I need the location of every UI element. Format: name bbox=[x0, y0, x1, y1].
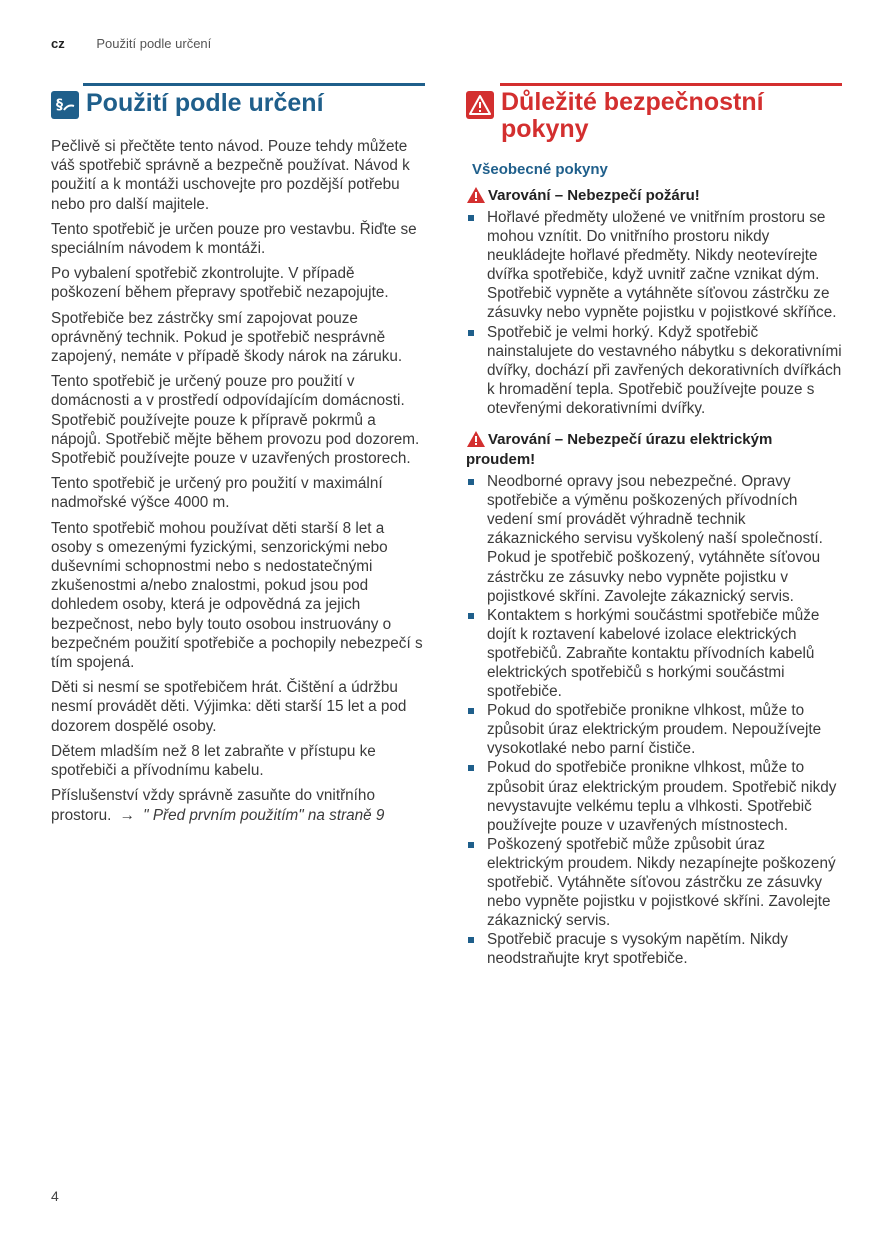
paragraph: Po vybalení spotřebič zkontrolujte. V případě poškození během přepravy spotřebič nezapojujte. bbox=[51, 265, 389, 302]
intended-use-heading bbox=[51, 89, 425, 119]
paragraph: Děti si nesmí se spotřebičem hrát. Čištění a údržbu nesmí provádět děti. Výjimka: děti starší 15 let a pod dozorem dospělé osoby. bbox=[51, 679, 407, 735]
electric-shock-warning bbox=[466, 430, 842, 470]
svg-text:§: § bbox=[56, 97, 63, 113]
bullet-icon bbox=[468, 613, 474, 619]
warning-triangle-icon bbox=[466, 430, 486, 448]
accessories-paragraph bbox=[51, 786, 425, 824]
list-item: Neodborné opravy jsou nebezpečné. Opravy spotřebiče a výměnu poškozených přívodních vedení smí provádět výhradně technik zákaznického servisu vyškolený naší společností. Pokud je spotřebič poškozený, vytáhněte síťovou zástrčku ze zásuvky nebo vypněte pojistku v pojistkové skříni. Zavolejte zákaznický servis. bbox=[466, 472, 842, 606]
list-item: Kontaktem s horkými součástmi spotřebiče může dojít k roztavení kabelové izolace elektrických spotřebičů. Zabraňte kontaktu přívodních kabelů elektrických spotřebičů s horkými součástmi spotřebiče. bbox=[466, 606, 842, 701]
list-item: Spotřebič pracuje s vysokým napětím. Nikdy neodstraňujte kryt spotřebiče. bbox=[466, 930, 842, 968]
page-number: 4 bbox=[51, 1188, 59, 1204]
paragraph: Tento spotřebič mohou používat děti starší 8 let a osoby s omezenými fyzickými, senzorickými nebo duševními schopnostmi nebo s nedostatečnými zkušenostmi a/nebo znalostmi, pokud jsou pod dohledem osoby, která je odpovědná za jejich bezpečnost, nebo byly touto osobou instruovány o bezpečném použití spotřebiče a pochopily nebezpečí s tím spojená. bbox=[51, 519, 423, 672]
list-item: Poškozený spotřebič může způsobit úraz elektrickým proudem. Nikdy nezapínejte poškozený spotřebič. Vytáhněte síťovou zástrčku ze zásuvky nebo vypněte pojistku v pojistkové skříni. Zavolejte zákaznický servis. bbox=[466, 835, 842, 930]
section-rule bbox=[83, 83, 425, 86]
bullet-icon bbox=[468, 842, 474, 848]
bullet-icon bbox=[468, 765, 474, 771]
list-item: Pokud do spotřebiče pronikne vlhkost, může to způsobit úraz elektrickým proudem. Spotřebič nikdy nevystavujte velkému teplu a vlhkosti. Spotřebič používejte pouze v uzavřených místnostech. bbox=[466, 758, 842, 834]
bullet-icon bbox=[468, 937, 474, 943]
accessories-text: Příslušenství vždy správně zasuňte do vnitřního prostoru. bbox=[51, 787, 375, 824]
electric-shock-warning-text: Varování – Nebezpečí úrazu elektrickým proudem! bbox=[466, 431, 773, 469]
safety-title: Důležité bezpečnostní pokyny bbox=[501, 88, 764, 143]
warning-triangle-icon bbox=[466, 186, 486, 204]
bullet-icon bbox=[468, 708, 474, 714]
section-law-icon bbox=[51, 91, 79, 119]
intended-use-column bbox=[51, 83, 425, 831]
safety-column bbox=[466, 83, 842, 980]
warning-icon bbox=[466, 91, 494, 119]
page-title: Použití podle určení bbox=[86, 89, 324, 117]
list-item: Hořlavé předměty uložené ve vnitřním prostoru se mohou vznítit. Do vnitřního prostoru nikdy neukládejte hořlavé předměty. Nikdy neotevírejte dvířka spotřebiče, když uvnitř začne vznikat dým. Spotřebič vypněte a vytáhněte síťovou zástrčku ze zásuvky nebo vypněte pojistku v pojistkové skříňce. bbox=[466, 208, 842, 323]
running-section-title: Použití podle určení bbox=[96, 36, 212, 51]
fire-warning-list bbox=[466, 208, 842, 418]
paragraph: Tento spotřebič je určený pouze pro použití v domácnosti a v prostředí odpovídajícím domácnosti. Spotřebič používejte pouze k přípravě pokrmů a nápojů. Spotřebič mějte během provozu pod dozorem. Spotřebič používejte pouze v uzavřených prostorech. bbox=[51, 373, 420, 468]
section-rule bbox=[500, 83, 842, 86]
paragraph: Dětem mladším než 8 let zabraňte v přístupu ke spotřebiči a přívodnímu kabelu. bbox=[51, 742, 376, 780]
fire-warning bbox=[466, 186, 842, 206]
cross-reference-link[interactable]: " Před prvním použitím" na straně 9 bbox=[143, 806, 385, 824]
safety-heading bbox=[466, 89, 842, 143]
language-code: cz bbox=[51, 36, 65, 51]
paragraph: Spotřebiče bez zástrčky smí zapojovat pouze oprávněný technik. Pokud je spotřebič nesprávně zapojený, nemáte v případě škody nárok na záruku. bbox=[51, 309, 403, 366]
bullet-icon bbox=[468, 215, 474, 221]
reference-arrow-icon: → bbox=[119, 806, 135, 824]
page-header bbox=[51, 36, 211, 51]
list-item: Spotřebič je velmi horký. Když spotřebič nainstalujete do vestavného nábytku s dekorativními dvířky, dochází při zavřených dekorativních dvířkách k hromadění tepla. Spotřebič používejte pouze s otevřenými dekorativními dvířky. bbox=[466, 323, 842, 418]
bullet-icon bbox=[468, 330, 474, 336]
paragraph: Pečlivě si přečtěte tento návod. Pouze tehdy můžete váš spotřebič správně a bezpečně používat. Návod k použití a k montáži uschovejte pro pozdější potřebu nebo pro další majitele. bbox=[51, 138, 410, 213]
bullet-icon bbox=[468, 479, 474, 485]
paragraph: Tento spotřebič je určen pouze pro vestavbu. Řiďte se speciálním návodem k montáži. bbox=[51, 220, 417, 258]
list-item: Pokud do spotřebiče pronikne vlhkost, může to způsobit úraz elektrickým proudem. Nepoužívejte vysokotlaké nebo parní čističe. bbox=[466, 701, 842, 758]
electric-warning-list bbox=[466, 472, 842, 968]
paragraph: Tento spotřebič je určený pro použití v maximální nadmořské výšce 4000 m. bbox=[51, 475, 383, 512]
fire-warning-text: Varování – Nebezpečí požáru! bbox=[488, 187, 700, 204]
general-instructions-heading: Všeobecné pokyny bbox=[472, 161, 608, 178]
